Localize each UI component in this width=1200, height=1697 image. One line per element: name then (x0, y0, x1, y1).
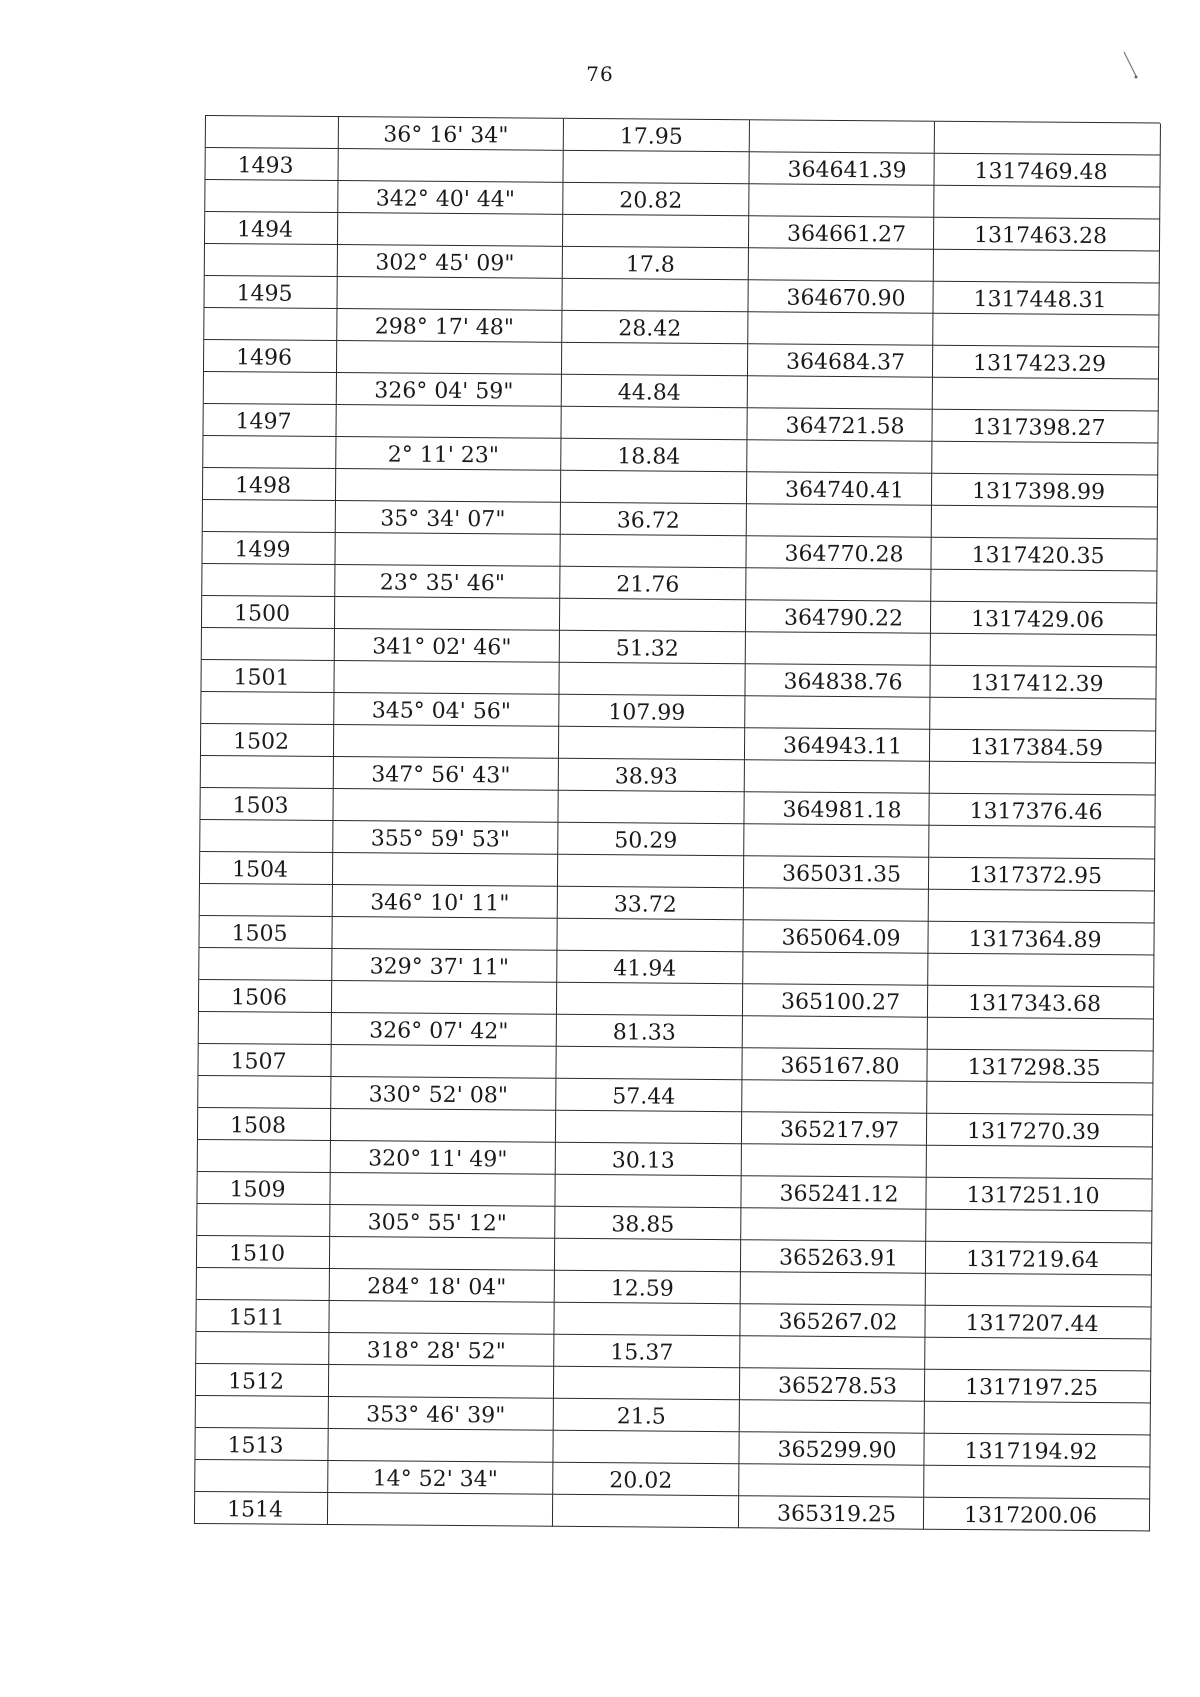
station-id-cell: 1508 (198, 1108, 331, 1141)
distance-cell: 41.94 (557, 951, 743, 984)
table-cell-empty (563, 215, 749, 248)
table-cell-empty (559, 727, 745, 760)
easting-cell: 1317448.31 (933, 282, 1159, 316)
northing-cell: 364981.18 (744, 792, 929, 825)
bearing-cell: 298° 17' 48" (337, 309, 562, 343)
bearing-cell: 347° 56' 43" (334, 757, 559, 791)
easting-cell: 1317207.44 (925, 1306, 1151, 1340)
table-cell-empty (557, 983, 743, 1016)
station-id-cell: 1510 (197, 1236, 330, 1269)
easting-cell: 1317398.99 (932, 474, 1158, 508)
bearing-cell: 353° 46' 39" (329, 1397, 554, 1431)
bearing-cell: 330° 52' 08" (331, 1077, 556, 1111)
table-cell-empty (337, 277, 562, 311)
easting-cell: 1317298.35 (927, 1050, 1153, 1084)
table-cell-empty (745, 760, 930, 793)
table-cell-empty (927, 1146, 1153, 1180)
easting-cell: 1317200.06 (924, 1498, 1150, 1532)
table-cell-empty (926, 1210, 1152, 1244)
table-cell-empty (746, 568, 931, 601)
table-cell-empty (744, 888, 929, 921)
distance-cell: 81.33 (557, 1015, 743, 1048)
table-cell-empty (338, 213, 563, 247)
northing-cell: 364838.76 (745, 664, 930, 697)
table-cell-empty (335, 597, 560, 631)
table-cell-empty (332, 917, 557, 951)
bearing-cell: 329° 37' 11" (332, 949, 557, 983)
table-cell-empty (335, 533, 560, 567)
table-cell-empty (554, 1303, 740, 1336)
table-cell-empty (332, 981, 557, 1015)
station-id-cell: 1505 (199, 916, 332, 949)
table-cell-empty (199, 1012, 332, 1045)
distance-cell: 18.84 (561, 439, 747, 472)
table-cell-empty (553, 1431, 739, 1464)
northing-cell: 364684.37 (748, 344, 933, 377)
table-cell-empty (749, 184, 934, 217)
table-cell-empty (931, 570, 1157, 604)
table-cell-empty (200, 820, 333, 853)
table-cell-empty (558, 855, 744, 888)
table-cell-empty (749, 248, 934, 281)
distance-cell: 50.29 (558, 823, 744, 856)
distance-cell: 36.72 (561, 503, 747, 536)
northing-cell: 365167.80 (742, 1048, 927, 1081)
table-cell-empty (337, 341, 562, 375)
bearing-cell: 36° 16' 34" (339, 117, 564, 151)
easting-cell: 1317384.59 (930, 730, 1156, 764)
table-cell-empty (328, 1493, 553, 1527)
table-cell-empty (333, 789, 558, 823)
table-cell-empty (742, 1144, 927, 1177)
easting-cell: 1317398.27 (932, 410, 1158, 444)
station-id-cell: 1507 (198, 1044, 331, 1077)
northing-cell: 365064.09 (743, 920, 928, 953)
table-cell-empty (553, 1495, 739, 1528)
table-cell-empty (330, 1237, 555, 1271)
bearing-cell: 302° 45' 09" (338, 245, 563, 279)
station-id-cell: 1506 (199, 980, 332, 1013)
distance-cell: 51.32 (560, 631, 746, 664)
table-cell-empty (203, 500, 336, 533)
northing-cell: 364721.58 (747, 408, 932, 441)
station-id-cell: 1504 (200, 852, 333, 885)
station-id-cell: 1498 (203, 468, 336, 501)
table-cell-empty (561, 407, 747, 440)
bearing-cell: 326° 04' 59" (337, 373, 562, 407)
table-cell-empty (333, 853, 558, 887)
table-cell-empty (556, 1047, 742, 1080)
table-cell-empty (932, 442, 1158, 476)
easting-cell: 1317219.64 (926, 1242, 1152, 1276)
table-cell-empty (204, 372, 337, 405)
bearing-cell: 14° 52' 34" (328, 1461, 553, 1495)
table-cell-empty (562, 279, 748, 312)
easting-cell: 1317270.39 (927, 1114, 1153, 1148)
station-id-cell: 1493 (205, 148, 338, 181)
easting-cell: 1317364.89 (928, 922, 1154, 956)
station-id-cell: 1511 (196, 1300, 329, 1333)
distance-cell: 38.85 (555, 1207, 741, 1240)
northing-cell: 364740.41 (747, 472, 932, 505)
table-cell-empty (747, 504, 932, 537)
table-cell-empty (741, 1208, 926, 1241)
table-cell-empty (929, 890, 1155, 924)
station-id-cell: 1513 (195, 1428, 328, 1461)
scan-speck-icon (1120, 50, 1140, 80)
bearing-cell: 284° 18' 04" (330, 1269, 555, 1303)
table-cell-empty (743, 952, 928, 985)
table-cell-empty (338, 149, 563, 183)
easting-cell: 1317194.92 (924, 1434, 1150, 1468)
easting-cell: 1317412.39 (930, 666, 1156, 700)
survey-table (194, 115, 1160, 1531)
table-cell-empty (329, 1301, 554, 1335)
station-id-cell: 1502 (201, 724, 334, 757)
table-cell-empty (198, 1140, 331, 1173)
distance-cell: 17.8 (563, 247, 749, 280)
easting-cell: 1317343.68 (928, 986, 1154, 1020)
table-cell-empty (925, 1338, 1151, 1372)
table-cell-empty (743, 1016, 928, 1049)
distance-cell: 57.44 (556, 1079, 742, 1112)
table-cell-empty (746, 632, 931, 665)
distance-cell: 20.02 (553, 1463, 739, 1496)
table-cell-empty (741, 1272, 926, 1305)
table-cell-empty (750, 120, 935, 153)
distance-cell: 28.42 (562, 311, 748, 344)
station-id-cell: 1496 (204, 340, 337, 373)
bearing-cell: 341° 02' 46" (335, 629, 560, 663)
table-cell-empty (199, 948, 332, 981)
table-cell-empty (195, 1460, 328, 1493)
table-cell-empty (934, 186, 1160, 220)
table-cell-empty (334, 725, 559, 759)
easting-cell: 1317372.95 (929, 858, 1155, 892)
table-cell-empty (932, 506, 1158, 540)
bearing-cell: 320° 11' 49" (331, 1141, 556, 1175)
northing-cell: 364670.90 (748, 280, 933, 313)
table-cell-empty (554, 1367, 740, 1400)
table-cell-empty (560, 599, 746, 632)
table-cell-empty (928, 1018, 1154, 1052)
table-cell-empty (329, 1365, 554, 1399)
easting-cell: 1317423.29 (933, 346, 1159, 380)
northing-cell: 364641.39 (749, 152, 934, 185)
table-cell-empty (933, 314, 1159, 348)
table-cell-empty (740, 1336, 925, 1369)
table-cell-empty (336, 405, 561, 439)
northing-cell: 364943.11 (745, 728, 930, 761)
station-id-cell: 1494 (205, 212, 338, 245)
distance-cell: 33.72 (558, 887, 744, 920)
bearing-cell: 305° 55' 12" (330, 1205, 555, 1239)
table-cell-empty (935, 122, 1161, 156)
table-cell-empty (334, 661, 559, 695)
survey-table-sheet (194, 115, 1160, 1531)
northing-cell: 365031.35 (744, 856, 929, 889)
station-id-cell: 1503 (200, 788, 333, 821)
table-cell-empty (204, 308, 337, 341)
table-cell-empty (930, 762, 1156, 796)
northing-cell: 365278.53 (740, 1368, 925, 1401)
table-cell-empty (197, 1204, 330, 1237)
northing-cell: 365263.91 (741, 1240, 926, 1273)
table-cell-empty (934, 250, 1160, 284)
table-cell-empty (200, 884, 333, 917)
table-cell-empty (331, 1109, 556, 1143)
table-cell-empty (927, 1082, 1153, 1116)
table-cell-empty (748, 312, 933, 345)
distance-cell: 17.95 (564, 119, 750, 152)
northing-cell: 365299.90 (739, 1432, 924, 1465)
table-cell-empty (744, 824, 929, 857)
table-cell-empty (203, 436, 336, 469)
distance-cell: 38.93 (559, 759, 745, 792)
bearing-cell: 23° 35' 46" (335, 565, 560, 599)
table-cell-empty (202, 564, 335, 597)
station-id-cell: 1512 (196, 1364, 329, 1397)
table-cell-empty (555, 1239, 741, 1272)
northing-cell: 365319.25 (739, 1496, 924, 1529)
distance-cell: 30.13 (556, 1143, 742, 1176)
easting-cell: 1317251.10 (926, 1178, 1152, 1212)
table-cell-empty (336, 469, 561, 503)
table-cell-empty (925, 1402, 1151, 1436)
table-cell-empty (560, 535, 746, 568)
table-cell-empty (931, 634, 1157, 668)
table-cell-empty (557, 919, 743, 952)
bearing-cell: 2° 11' 23" (336, 437, 561, 471)
distance-cell: 21.76 (560, 567, 746, 600)
table-cell-empty (558, 791, 744, 824)
table-cell-empty (561, 471, 747, 504)
easting-cell: 1317469.48 (934, 154, 1160, 188)
table-cell-empty (206, 116, 339, 149)
table-cell-empty (740, 1400, 925, 1433)
table-cell-empty (930, 698, 1156, 732)
northing-cell: 365267.02 (740, 1304, 925, 1337)
bearing-cell: 342° 40' 44" (338, 181, 563, 215)
station-id-cell: 1497 (203, 404, 336, 437)
table-cell-empty (562, 343, 748, 376)
table-cell-empty (742, 1080, 927, 1113)
table-cell-empty (205, 244, 338, 277)
station-id-cell: 1499 (202, 532, 335, 565)
northing-cell: 364770.28 (746, 536, 931, 569)
table-cell-empty (924, 1466, 1150, 1500)
station-id-cell: 1514 (195, 1492, 328, 1525)
table-cell-empty (926, 1274, 1152, 1308)
bearing-cell: 355° 59' 53" (333, 821, 558, 855)
northing-cell: 364661.27 (749, 216, 934, 249)
table-cell-empty (555, 1175, 741, 1208)
easting-cell: 1317376.46 (929, 794, 1155, 828)
bearing-cell: 318° 28' 52" (329, 1333, 554, 1367)
station-id-cell: 1509 (197, 1172, 330, 1205)
distance-cell: 15.37 (554, 1335, 740, 1368)
table-cell-empty (198, 1076, 331, 1109)
table-cell-empty (563, 151, 749, 184)
table-cell-empty (556, 1111, 742, 1144)
easting-cell: 1317463.28 (934, 218, 1160, 252)
table-cell-empty (748, 376, 933, 409)
table-cell-empty (331, 1045, 556, 1079)
distance-cell: 20.82 (563, 183, 749, 216)
northing-cell: 364790.22 (746, 600, 931, 633)
easting-cell: 1317197.25 (925, 1370, 1151, 1404)
table-cell-empty (196, 1396, 329, 1429)
table-cell-empty (745, 696, 930, 729)
table-cell-empty (559, 663, 745, 696)
table-cell-empty (201, 756, 334, 789)
distance-cell: 21.5 (554, 1399, 740, 1432)
bearing-cell: 326° 07' 42" (332, 1013, 557, 1047)
northing-cell: 365100.27 (743, 984, 928, 1017)
table-cell-empty (201, 692, 334, 725)
table-cell-empty (929, 826, 1155, 860)
easting-cell: 1317420.35 (931, 538, 1157, 572)
table-cell-empty (328, 1429, 553, 1463)
distance-cell: 44.84 (562, 375, 748, 408)
easting-cell: 1317429.06 (931, 602, 1157, 636)
northing-cell: 365217.97 (742, 1112, 927, 1145)
station-id-cell: 1495 (204, 276, 337, 309)
distance-cell: 107.99 (559, 695, 745, 728)
table-cell-empty (202, 628, 335, 661)
bearing-cell: 346° 10' 11" (333, 885, 558, 919)
page-number: 76 (586, 62, 614, 86)
station-id-cell: 1501 (201, 660, 334, 693)
table-cell-empty (330, 1173, 555, 1207)
table-cell-empty (928, 954, 1154, 988)
northing-cell: 365241.12 (741, 1176, 926, 1209)
table-cell-empty (205, 180, 338, 213)
table-cell-empty (933, 378, 1159, 412)
table-cell-empty (739, 1464, 924, 1497)
station-id-cell: 1500 (202, 596, 335, 629)
table-cell-empty (197, 1268, 330, 1301)
bearing-cell: 35° 34' 07" (336, 501, 561, 535)
bearing-cell: 345° 04' 56" (334, 693, 559, 727)
table-cell-empty (196, 1332, 329, 1365)
distance-cell: 12.59 (555, 1271, 741, 1304)
table-cell-empty (747, 440, 932, 473)
